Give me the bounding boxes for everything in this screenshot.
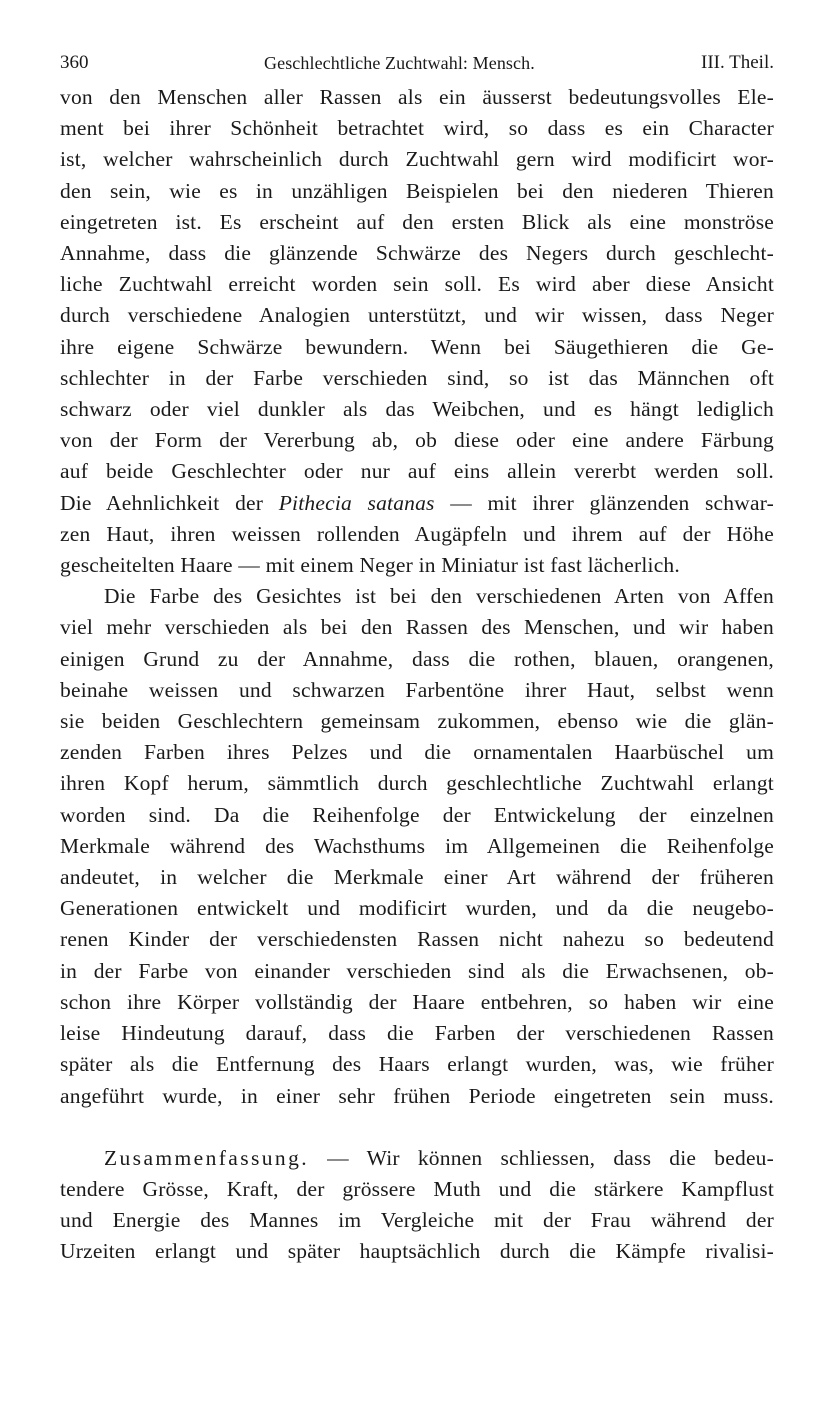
text-line: schon ihre Körper vollständig der Haare entbehren, so haben wir eine — [60, 989, 774, 1014]
text-line: sie beiden Geschlechtern gemeinsam zukommen, ebenso wie die glän- — [60, 709, 774, 734]
text-run: — Wir können schliessen, dass die bedeu- — [309, 1145, 774, 1170]
text-line-with-heading — [60, 1143, 774, 1174]
text-line-with-species — [60, 488, 774, 519]
part-label: III. Theil. — [701, 52, 774, 73]
running-head — [60, 46, 774, 80]
text-line: Urzeiten erlangt und später hauptsächlich durch die Kämpfe rivalisi- — [60, 1239, 774, 1264]
text-line: von den Menschen aller Rassen als ein äusserst bedeutungsvolles Ele- — [60, 85, 774, 109]
text-run: — mit ihrer glänzenden schwar- — [434, 490, 775, 515]
text-line: andeutet, in welcher die Merkmale einer Art während der früheren — [60, 865, 774, 890]
text-line: durch verschiedene Analogien unterstützt, und wir wissen, dass Neger — [60, 303, 774, 328]
text-line: worden sind. Da die Reihenfolge der Entwickelung der einzelnen — [60, 802, 774, 827]
paragraph-summary — [60, 1143, 774, 1268]
text-line: eingetreten ist. Es erscheint auf den ersten Blick als eine monströse — [60, 209, 774, 234]
text-line: und Energie des Mannes im Vergleiche mit der Frau während der — [60, 1208, 774, 1233]
text-line: viel mehr verschieden als bei den Rassen des Menschen, und wir haben — [60, 615, 774, 640]
text-line: renen Kinder der verschiedensten Rassen nicht nahezu so bedeutend — [60, 927, 774, 952]
text-line: ihre eigene Schwärze bewundern. Wenn bei Säugethieren die Ge- — [60, 334, 774, 359]
text-line: zen Haut, ihren weissen rollenden Augäpfeln und ihrem auf der Höhe — [60, 521, 774, 546]
text-line: schlechter in der Farbe verschieden sind, so ist das Männchen oft — [60, 365, 774, 390]
text-line: liche Zuchtwahl erreicht worden sein soll. Es wird aber diese Ansicht — [60, 272, 774, 297]
text-line: in der Farbe von einander verschieden sind als die Erwachsenen, ob- — [60, 958, 774, 983]
page-number: 360 — [60, 52, 89, 73]
text-line: ist, welcher wahrscheinlich durch Zuchtwahl gern wird modificirt wor- — [60, 147, 774, 172]
text-line: auf beide Geschlechter oder nur auf eins allein vererbt werden soll. — [60, 459, 774, 484]
text-line: Annahme, dass die glänzende Schwärze des Negers durch geschlecht- — [60, 241, 774, 266]
running-title: Geschlechtliche Zuchtwahl: Mensch. — [264, 53, 535, 73]
paragraph-1 — [60, 82, 774, 581]
text-line: von der Form der Vererbung ab, ob diese oder eine andere Färbung — [60, 428, 774, 453]
text-line: einigen Grund zu der Annahme, dass die rothen, blauen, orangenen, — [60, 646, 774, 671]
text-line: Merkmale während des Wachsthums im Allgemeinen die Reihenfolge — [60, 833, 774, 858]
text-line: Die Farbe des Gesichtes ist bei den verschiedenen Arten von Affen — [104, 584, 774, 609]
text-line: Generationen entwickelt und modificirt wurden, und da die neugebo- — [60, 896, 774, 921]
book-page — [60, 46, 774, 1268]
text-line: ihren Kopf herum, sämmtlich durch geschlechtliche Zuchtwahl erlangt — [60, 771, 774, 796]
text-run: Die Aehnlichkeit der — [60, 490, 279, 515]
text-line: angeführt wurde, in einer sehr frühen Periode eingetreten sein muss. — [60, 1083, 774, 1108]
text-line: schwarz oder viel dunkler als das Weibchen, und es hängt lediglich — [60, 397, 774, 422]
species-name: Pithecia satanas — [278, 490, 435, 515]
paragraph-2 — [60, 581, 774, 1111]
text-line: später als die Entfernung des Haars erlangt wurden, was, wie früher — [60, 1052, 774, 1077]
text-line: gescheitelten Haare — mit einem Neger in Miniatur ist fast lächerlich. — [60, 553, 680, 578]
text-line: leise Hindeutung darauf, dass die Farben der verschiedenen Rassen — [60, 1021, 774, 1046]
text-line: ment bei ihrer Schönheit betrachtet wird, so dass es ein Character — [60, 116, 774, 141]
text-line: beinahe weissen und schwarzen Farbentöne ihrer Haut, selbst wenn — [60, 677, 774, 702]
text-line: zenden Farben ihres Pelzes und die ornamentalen Haarbüschel um — [60, 740, 774, 765]
section-heading: Zusammenfassung. — [104, 1145, 309, 1170]
text-line: tendere Grösse, Kraft, der grössere Muth und die stärkere Kampflust — [60, 1176, 774, 1201]
text-line: den sein, wie es in unzähligen Beispielen bei den niederen Thieren — [60, 178, 774, 203]
